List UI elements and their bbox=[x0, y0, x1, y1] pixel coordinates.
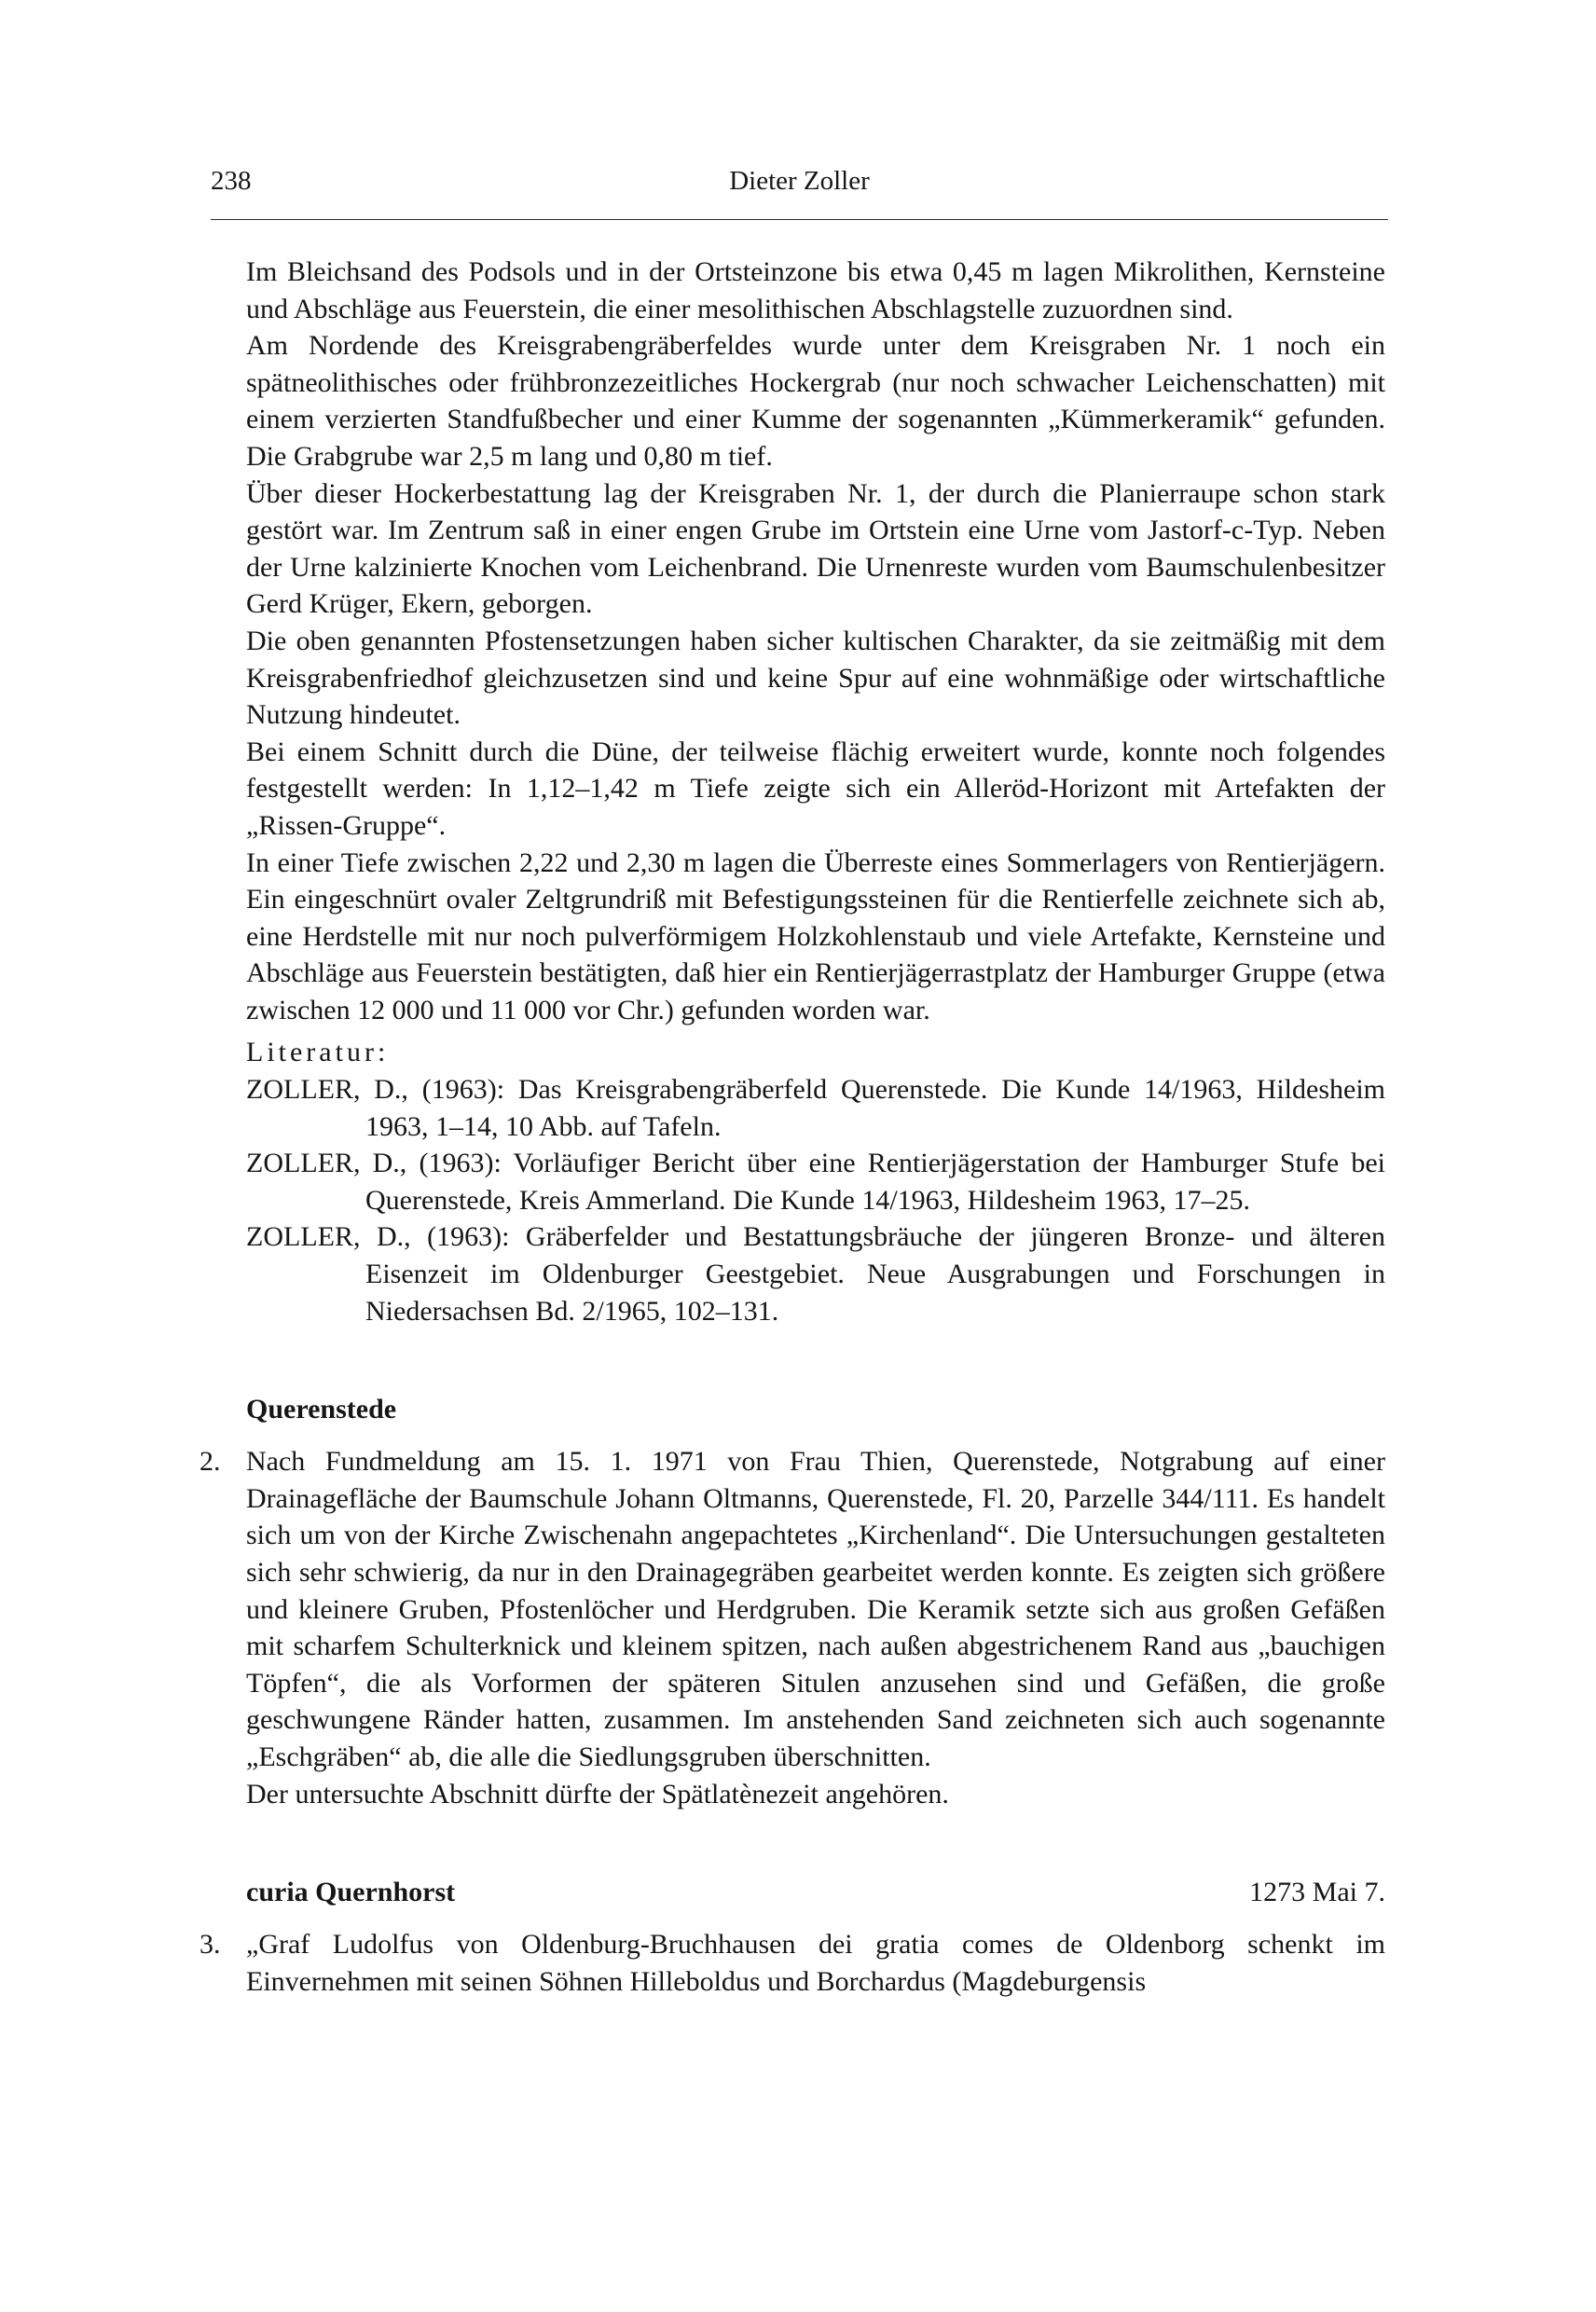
body-paragraph: In einer Tiefe zwischen 2,22 und 2,30 m lagen die Überreste eines Sommerlagers von Rentierjägern. Ein eingeschnürt ovaler Zeltgrundriß mit Befestigungssteinen für die Rentierfelle zeichnete sich ab, eine Herdstelle mit nur noch pulverförmigem Holzkohlenstaub und viele Artefakte, Kernsteine und Abschläge aus Feuerstein bestätigten, daß hier ein Rentierjägerrastplatz der Hamburger Gruppe (etwa zwischen 12 000 und 11 000 vor Chr.) gefunden worden war. bbox=[246, 846, 1385, 1025]
entry-querenstede bbox=[200, 1443, 1385, 1775]
literature-reference: ZOLLER, D., (1963): Das Kreisgrabengräberfeld Querenstede. Die Kunde 14/1963, Hildesheim 1963, 1–14, 10 Abb. auf Tafeln. bbox=[246, 1074, 1385, 1142]
body-paragraph: Bei einem Schnitt durch die Düne, der teilweise flächig erweitert wurde, konnte noch folgendes festgestellt werden: In 1,12–1,42 m Tiefe zeigte sich ein Alleröd-Horizont mit Artefakten der „Rissen-Gruppe“. bbox=[246, 736, 1385, 841]
section-title-quernhorst: curia Quernhorst bbox=[246, 1877, 456, 1908]
running-head-author: Dieter Zoller bbox=[729, 166, 870, 196]
entry-text: „Graf Ludolfus von Oldenburg-Bruchhausen dei gratia comes de Oldenborg schenkt im Einvernehmen mit seinen Söhnen Hilleboldus und Borchardus (Magdeburgensis bbox=[246, 1929, 1385, 1997]
entry-quernhorst bbox=[200, 1926, 1385, 2000]
entry-number: 2. bbox=[200, 1446, 221, 1478]
header-rule bbox=[211, 219, 1388, 220]
body-paragraph: Am Nordende des Kreisgrabengräberfeldes wurde unter dem Kreisgraben Nr. 1 noch ein spätneolithisches oder frühbronzezeitliches Hockergrab (nur noch schwacher Leichenschatten) mit einem verzierten Standfußbecher und einer Kumme der sogenannten „Kümmerkeramik“ gefunden. Die Grabgrube war 2,5 m lang und 0,80 m tief. bbox=[246, 330, 1385, 472]
page-number: 238 bbox=[211, 166, 252, 196]
literature-heading: Literatur: bbox=[246, 1037, 390, 1068]
section-heading-quernhorst bbox=[246, 1874, 1385, 1911]
entry-text: Nach Fundmeldung am 15. 1. 1971 von Frau Thien, Querenstede, Notgrabung auf einer Drainagefläche der Baumschule Johann Oltmanns, Querenstede, Fl. 20, Parzelle 344/111. Es handelt sich um von der Kirche Zwischenahn angepachtetes „Kirchenland“. Die Untersuchungen gestalteten sich sehr schwierig, da nur in den Drainagegräben gearbeitet werden konnte. Es zeigten sich größere und kleinere Gruben, Pfostenlöcher und Herdgruben. Die Keramik setzte sich aus großen Gefäßen mit scharfem Schulterknick und kleinem spitzen, nach außen abgestrichenem Rand aus „bauchigen Töpfen“, die als Vorformen der späteren Situlen anzusehen sind und Gefäßen, die große geschwungene Ränder hatten, zusammen. Im anstehenden Sand zeichneten sich auch sogenannte „Eschgräben“ ab, die alle die Siedlungsgruben überschnitten. bbox=[246, 1446, 1385, 1772]
literature-reference: ZOLLER, D., (1963): Vorläufiger Bericht über eine Rentierjägerstation der Hamburger Stufe bei Querenstede, Kreis Ammerland. Die Kunde 14/1963, Hildesheim 1963, 17–25. bbox=[246, 1148, 1385, 1216]
entry-number: 3. bbox=[200, 1929, 221, 1961]
section-title-querenstede: Querenstede bbox=[246, 1394, 397, 1425]
section-date: 1273 Mai 7. bbox=[1249, 1877, 1385, 1908]
page-header bbox=[211, 166, 1388, 211]
body-paragraph: Der untersuchte Abschnitt dürfte der Spätlatènezeit angehören. bbox=[246, 1778, 949, 1810]
page-body bbox=[200, 254, 1385, 2000]
literature-reference: ZOLLER, D., (1963): Gräberfelder und Bestattungsbräuche der jüngeren Bronze- und älteren Eisenzeit im Oldenburger Geestgebiet. Neue Ausgrabungen und Forschungen in Niedersachsen Bd. 2/1965, 102–131. bbox=[246, 1221, 1385, 1327]
body-paragraph: Die oben genannten Pfostensetzungen haben sicher kultischen Charakter, da sie zeitmäßig mit dem Kreisgrabenfriedhof gleichzusetzen sind und keine Spur auf eine wohnmäßige oder wirtschaftliche Nutzung hindeutet. bbox=[246, 625, 1385, 731]
body-paragraph: Über dieser Hockerbestattung lag der Kreisgraben Nr. 1, der durch die Planierraupe schon stark gestört war. Im Zentrum saß in einer engen Grube im Ortstein eine Urne vom Jastorf-c-Typ. Neben der Urne kalzinierte Knochen vom Leichenbrand. Die Urnenreste wurden vom Baumschulenbesitzer Gerd Krüger, Ekern, geborgen. bbox=[246, 477, 1385, 620]
body-paragraph: Im Bleichsand des Podsols und in der Ortsteinzone bis etwa 0,45 m lagen Mikrolithen, Kernsteine und Abschläge aus Feuerstein, die einer mesolithischen Abschlagstelle zuzuordnen sind. bbox=[246, 256, 1385, 324]
